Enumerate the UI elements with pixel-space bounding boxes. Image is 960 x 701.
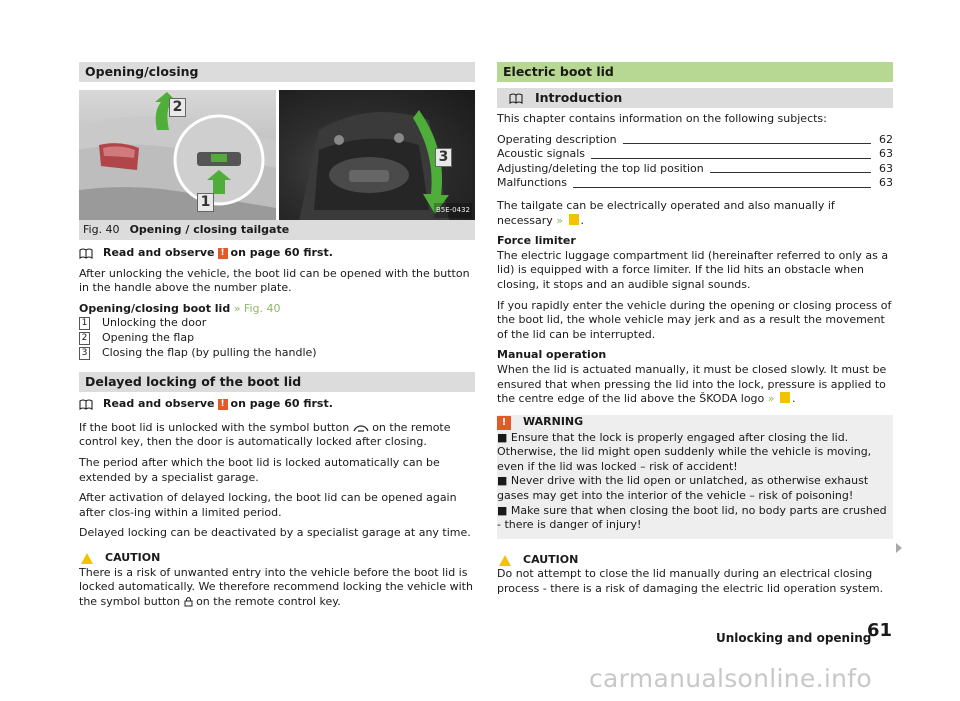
caution-marker-icon bbox=[780, 392, 790, 403]
section-title-electric-boot-lid: Electric boot lid bbox=[497, 62, 893, 82]
section-title-delayed-locking: Delayed locking of the boot lid bbox=[79, 372, 475, 392]
figure-code: B5E-0432 bbox=[434, 203, 472, 218]
warning-marker-icon: ! bbox=[218, 399, 228, 410]
left-column bbox=[79, 62, 475, 609]
paragraph-tailgate-operation: The tailgate can be electrically operated and also manually if necessary » . bbox=[497, 198, 835, 227]
photo-open-tailgate bbox=[279, 90, 475, 220]
step-item: 2 Opening the flap bbox=[79, 331, 475, 346]
toc-item[interactable]: Malfunctions 63 bbox=[497, 176, 893, 190]
figure-label: Fig. 40 bbox=[83, 223, 120, 236]
toc-item[interactable]: Acoustic signals 63 bbox=[497, 147, 893, 161]
warning-item: ■ Make sure that when closing the boot lid, no body parts are crushed - there is danger of injury! bbox=[497, 503, 887, 532]
paragraph-after-activation: After activation of delayed locking, the boot lid can be opened again after clos-ing within a limited period. bbox=[79, 491, 457, 519]
warning-item: ■ Ensure that the lock is properly engaged after closing the lid. Otherwise, the lid might open suddenly while the vehicle is moving, even if the lid was locked – risk of accident! bbox=[497, 430, 872, 473]
book-icon bbox=[509, 93, 523, 104]
caution-reference-link[interactable]: » bbox=[767, 392, 775, 406]
caution-text-right: Do not attempt to close the lid manually during an electrical closing process - there is a risk of damaging the electric lid operation system. bbox=[497, 567, 884, 596]
callout-1: 1 bbox=[197, 193, 214, 212]
force-limiter-block: Force limiter The electric luggage compartment lid (hereinafter referred to only as a lid) is equipped with a force limiter. If the lid hits an obstacle when closing, it stops and an audible signal sounds. bbox=[497, 234, 889, 291]
caution-triangle-icon bbox=[499, 555, 511, 566]
warning-box bbox=[497, 415, 893, 539]
page-number: 61 bbox=[867, 620, 893, 641]
right-column bbox=[497, 62, 893, 597]
toc-item[interactable]: Adjusting/deleting the top lid position 63 bbox=[497, 161, 893, 175]
caution-heading-right: CAUTION bbox=[497, 553, 893, 568]
paragraph-unlocking: After unlocking the vehicle, the boot lid can be opened with the button in the handle above the number plate. bbox=[79, 266, 470, 295]
steps-heading: Opening/closing boot lid » Fig. 40 bbox=[79, 301, 281, 315]
paragraph-extend-period: The period after which the boot lid is locked automatically can be extended by a specialist garage. bbox=[79, 455, 440, 484]
book-icon bbox=[79, 399, 93, 410]
caution-text: There is a risk of unwanted entry into the vehicle before the boot lid is locked automatically. We therefore recommend locking the vehicle with the symbol button on the remote control key. bbox=[79, 565, 473, 608]
warning-icon: ! bbox=[497, 416, 511, 430]
caution-heading: CAUTION bbox=[79, 551, 475, 566]
callout-2: 2 bbox=[169, 98, 186, 117]
book-icon bbox=[79, 248, 93, 259]
photo-tailgate-handle bbox=[79, 90, 276, 220]
step-item: 1 Unlocking the door bbox=[79, 316, 475, 331]
watermark: carmanualsonline.info bbox=[589, 664, 872, 693]
paragraph-deactivate: Delayed locking can be deactivated by a specialist garage at any time. bbox=[79, 526, 471, 540]
continue-arrow-icon bbox=[896, 543, 902, 553]
caution-reference-link[interactable]: » bbox=[556, 213, 564, 227]
callout-3: 3 bbox=[435, 148, 452, 167]
figure-caption-text: Opening / closing tailgate bbox=[129, 223, 290, 236]
boot-lid-button-icon bbox=[353, 424, 369, 433]
step-item: 3 Closing the flap (by pulling the handle) bbox=[79, 346, 475, 361]
lock-icon bbox=[184, 596, 193, 607]
warning-heading: ! WARNING bbox=[497, 415, 887, 431]
read-observe-note-2: Read and observe ! on page 60 first. bbox=[79, 397, 475, 412]
figure-reference-link[interactable]: » Fig. 40 bbox=[233, 301, 281, 315]
manual-operation-block: Manual operation When the lid is actuated manually, it must be closed slowly. It must be ensured that when pressing the lid into the lock, pressure is applied to the centre edge of the lid above the ŠKODA logo » . bbox=[497, 348, 887, 406]
introduction-heading: Introduction bbox=[497, 88, 893, 108]
intro-text: This chapter contains information on the following subjects: bbox=[497, 112, 827, 125]
toc-item[interactable]: Operating description 62 bbox=[497, 132, 893, 146]
figure-40 bbox=[79, 90, 475, 220]
section-title-opening-closing: Opening/closing bbox=[79, 62, 475, 82]
paragraph-rapid-entry: If you rapidly enter the vehicle during the opening or closing process of the boot lid, the whole vehicle may jerk and as a result the movement of the lid can be interrupted. bbox=[497, 298, 892, 341]
footer-chapter-label: Unlocking and opening bbox=[716, 631, 872, 645]
paragraph-delayed-locking: If the boot lid is unlocked with the symbol button on the remote control key, then the door is automatically locked after closing. bbox=[79, 420, 451, 449]
read-observe-note-1: Read and observe ! on page 60 first. bbox=[79, 246, 475, 261]
table-of-contents bbox=[497, 133, 893, 191]
warning-item: ■ Never drive with the lid open or unlatched, as otherwise exhaust gases may get into the interior of the vehicle – risk of poisoning! bbox=[497, 474, 869, 503]
steps-list bbox=[79, 316, 475, 360]
caution-marker-icon bbox=[569, 214, 579, 225]
warning-marker-icon: ! bbox=[218, 248, 228, 259]
caution-triangle-icon bbox=[81, 553, 93, 564]
figure-caption bbox=[79, 220, 475, 240]
